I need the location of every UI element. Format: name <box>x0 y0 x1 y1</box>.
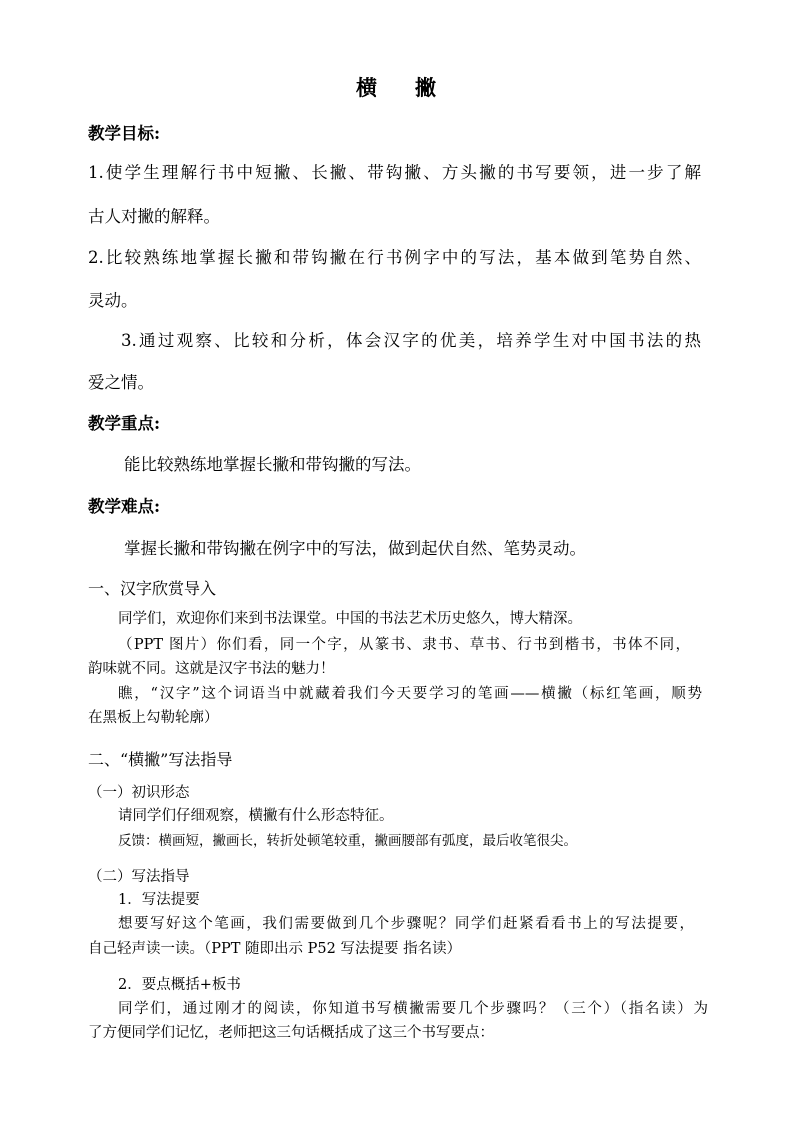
goal-1-line-1: 1.使学生理解行书中短撇、长撇、带钩撇、方头撇的书写要领，进一步了解 <box>88 163 701 182</box>
subsection-1-question: 请同学们仔细观察，横撇有什么形态特征。 <box>118 808 394 824</box>
difficulties-text: 掌握长撇和带钩撇在例字中的写法，做到起伏自然、笔势灵动。 <box>124 539 586 558</box>
goal-3-line-1: 3.通过观察、比较和分析，体会汉字的优美，培养学生对中国书法的热 <box>121 331 701 350</box>
difficulties-heading: 教学难点: <box>88 497 161 516</box>
step-1-heading: 1．写法提要 <box>118 892 200 908</box>
step-2-line-1: 同学们，通过刚才的阅读，你知道书写横撇需要几个步骤吗？（三个）（指名读）为 <box>118 1001 708 1017</box>
key-points-heading: 教学重点: <box>88 414 161 433</box>
goal-2-line-1: 2.比较熟练地掌握长撇和带钩撇在行书例字中的写法，基本做到笔势自然、 <box>88 248 701 267</box>
goals-heading: 教学目标: <box>88 124 161 143</box>
section-2-heading: 二、“横撇”写法指导 <box>88 750 233 769</box>
key-points-text: 能比较熟练地掌握长撇和带钩撇的写法。 <box>124 455 421 474</box>
section-1-paragraph-3-line-1: 瞧，“汉字”这个词语当中就藏着我们今天要学习的笔画——横撇（标红笔画，顺势 <box>118 686 702 702</box>
subsection-2-heading: （二）写法指导 <box>88 869 190 885</box>
section-1-paragraph-1: 同学们，欢迎你们来到书法课堂。中国的书法艺术历史悠久，博大精深。 <box>118 611 582 627</box>
title-char-2: 撇 <box>415 75 438 100</box>
step-1-line-1: 想要写好这个笔画，我们需要做到几个步骤呢？同学们赶紧看看书上的写法提要， <box>118 916 694 932</box>
goal-1-line-2: 古人对撇的解释。 <box>88 207 220 226</box>
page-title <box>0 72 794 102</box>
step-1-line-2: 自己轻声读一读。（PPT 随即出示 P52 写法提要 指名读） <box>88 941 462 957</box>
section-1-paragraph-2-line-1: （PPT 图片）你们看，同一个字，从篆书、隶书、草书、行书到楷书，书体不同， <box>118 637 690 653</box>
section-1-paragraph-2-line-2: 韵味就不同。这就是汉字书法的魅力！ <box>88 661 335 677</box>
goal-3-line-2: 爱之情。 <box>88 373 154 392</box>
section-1-heading: 一、汉字欣赏导入 <box>88 579 217 598</box>
subsection-1-feedback: 反馈：横画短，撇画长，转折处顿笔较重，撇画腰部有弧度，最后收笔很尖。 <box>118 833 577 849</box>
step-2-heading: 2．要点概括+板书 <box>118 977 241 993</box>
subsection-1-heading: （一）初识形态 <box>88 785 190 801</box>
title-char-1: 横 <box>356 75 379 100</box>
section-1-paragraph-3-line-2: 在黑板上勾勒轮廓） <box>88 710 219 726</box>
goal-2-line-2: 灵动。 <box>88 291 138 310</box>
step-2-line-2: 了方便同学们记忆，老师把这三句话概括成了这三个书写要点： <box>88 1025 494 1041</box>
